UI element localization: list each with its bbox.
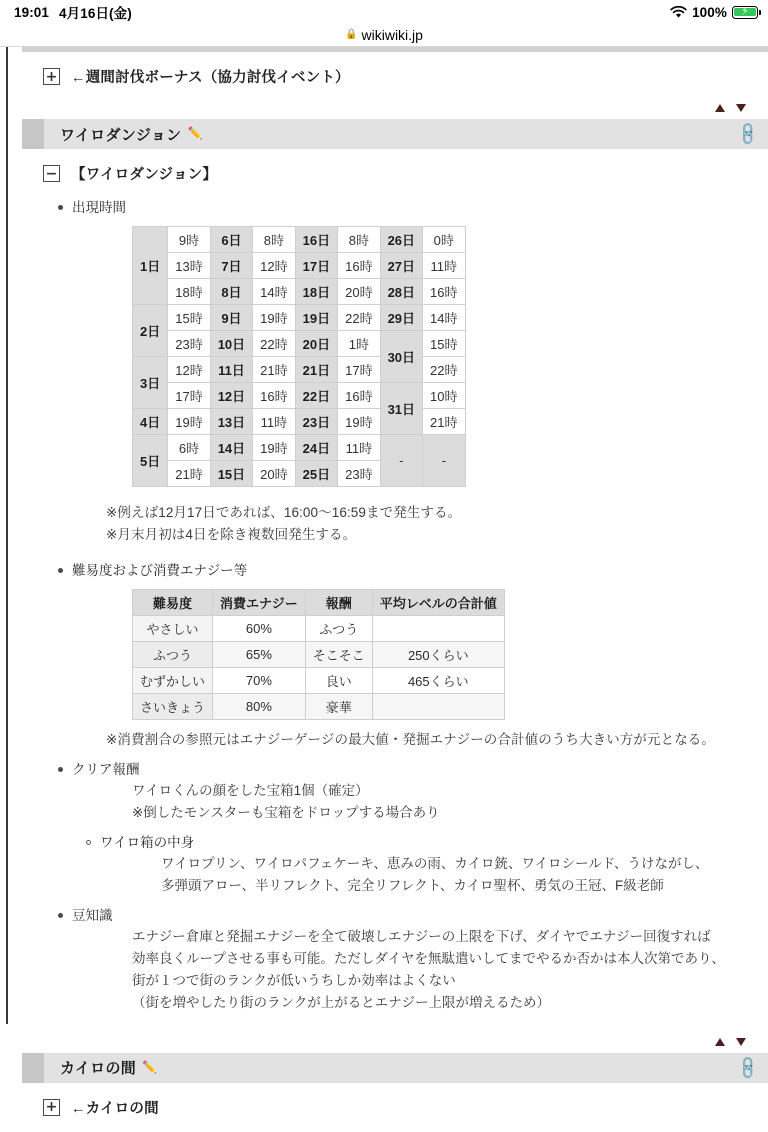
scroll-up-icon[interactable]	[715, 1038, 725, 1046]
time-note-2: ※月末月初は4日を除き複数回発生する。	[106, 527, 357, 543]
difficulty-cell: ふつう	[305, 616, 372, 642]
time-table-day-cell: 24日	[295, 435, 337, 461]
difficulty-cell: 80%	[213, 694, 306, 720]
time-table-hour-cell: 17時	[338, 357, 380, 383]
trivia-line-3: 街が１つで街のランクが低いうちしか効率はよくない	[132, 972, 456, 988]
browser-url-bar[interactable]	[0, 24, 768, 46]
time-table-hour-cell: 20時	[338, 279, 380, 305]
wifi-icon	[670, 6, 687, 19]
appearance-time-table	[132, 226, 466, 487]
time-table-hour-cell: 21時	[168, 461, 210, 487]
time-table-day-cell: 29日	[380, 305, 422, 331]
time-table-hour-cell: 11時	[423, 253, 465, 279]
difficulty-cell: 65%	[213, 642, 306, 668]
time-table-day-cell: 10日	[210, 331, 252, 357]
collapse-toggle-icon[interactable]: −	[43, 165, 60, 182]
wiki-content	[22, 52, 768, 1117]
time-table-hour-cell: 18時	[168, 279, 210, 305]
table-row	[133, 305, 466, 331]
section-header-wairo-dungeon	[22, 119, 768, 149]
time-table-hour-cell: 23時	[338, 461, 380, 487]
difficulty-cell: そこそこ	[305, 642, 372, 668]
time-table-hour-cell: 1時	[338, 331, 380, 357]
time-table-hour-cell: 8時	[338, 227, 380, 253]
difficulty-cell: 465くらい	[372, 668, 504, 694]
time-table-day-cell: 15日	[210, 461, 252, 487]
time-table-hour-cell: 23時	[168, 331, 210, 357]
time-table-day-cell: 19日	[295, 305, 337, 331]
time-table-day-cell: 20日	[295, 331, 337, 357]
section-accent-bar	[22, 1053, 44, 1083]
table-row	[133, 331, 466, 357]
table-row	[133, 383, 466, 409]
status-time: 19:01	[14, 4, 50, 20]
time-table-hour-cell: 21時	[253, 357, 295, 383]
time-table-day-cell: 21日	[295, 357, 337, 383]
time-table-hour-cell: 8時	[253, 227, 295, 253]
time-table-hour-cell: 22時	[253, 331, 295, 357]
section-title: カイロの間	[60, 1060, 137, 1078]
bullet-circle-icon	[86, 840, 91, 845]
time-table-hour-cell: 21時	[423, 409, 465, 435]
time-table-day-cell: 13日	[210, 409, 252, 435]
time-table-row-header: 2日	[133, 305, 168, 357]
difficulty-cell: 豪華	[305, 694, 372, 720]
lock-icon: 🔒	[345, 29, 358, 40]
scroll-down-icon[interactable]	[736, 1038, 746, 1046]
time-table-hour-cell: 12時	[253, 253, 295, 279]
table-row	[133, 668, 505, 694]
difficulty-cell: 70%	[213, 668, 306, 694]
difficulty-cell	[372, 616, 504, 642]
time-table-day-cell: 25日	[295, 461, 337, 487]
battery-charging-icon: ⚡	[732, 6, 758, 19]
fold-kairo-room-label[interactable]: ←カイロの間	[71, 1100, 159, 1117]
bullet-appearance-time-label: 出現時間	[72, 200, 126, 215]
scroll-up-icon[interactable]	[715, 104, 725, 112]
time-table-day-cell: 23日	[295, 409, 337, 435]
table-row	[133, 253, 466, 279]
status-bar-right	[670, 5, 758, 20]
bullet-dot-icon	[58, 913, 63, 918]
time-table-hour-cell: 14時	[253, 279, 295, 305]
time-table-hour-cell: 16時	[423, 279, 465, 305]
time-table-day-cell: 18日	[295, 279, 337, 305]
time-table-day-cell: 8日	[210, 279, 252, 305]
time-table-day-cell: 9日	[210, 305, 252, 331]
table-row	[133, 694, 505, 720]
time-table-hour-cell: -	[380, 435, 422, 487]
time-table-hour-cell: 15時	[423, 331, 465, 357]
difficulty-cell: むずかしい	[133, 668, 213, 694]
difficulty-table-body	[133, 616, 505, 720]
time-table-wrapper	[22, 226, 768, 487]
difficulty-cell	[372, 694, 504, 720]
nav-arrows-bottom[interactable]	[22, 1035, 768, 1049]
time-table-day-cell: 30日	[380, 331, 422, 383]
time-table-hour-cell: 6時	[168, 435, 210, 461]
time-table-day-cell: 11日	[210, 357, 252, 383]
time-table-day-cell: 31日	[380, 383, 422, 435]
time-table-hour-cell: 16時	[253, 383, 295, 409]
difficulty-cell: ふつう	[133, 642, 213, 668]
difficulty-header-row	[133, 590, 505, 616]
time-table-day-cell: 7日	[210, 253, 252, 279]
difficulty-cell: 60%	[213, 616, 306, 642]
time-table-hour-cell: 13時	[168, 253, 210, 279]
time-table-day-cell: 16日	[295, 227, 337, 253]
battery-percent-label: 100%	[692, 4, 727, 20]
difficulty-column-header: 報酬	[305, 590, 372, 616]
time-table-day-cell: 26日	[380, 227, 422, 253]
table-row	[133, 227, 466, 253]
time-table-day-cell: 22日	[295, 383, 337, 409]
difficulty-cell: やさしい	[133, 616, 213, 642]
difficulty-cell: 良い	[305, 668, 372, 694]
wairo-dungeon-heading[interactable]: 【ワイロダンジョン】	[71, 167, 218, 183]
url-text: wikiwiki.jp	[361, 27, 423, 43]
energy-note: ※消費割合の参照元はエナジーゲージの最大値・発掘エナジーの合計値のうち大きい方が元となる。	[106, 732, 715, 748]
time-table-row-header: 3日	[133, 357, 168, 409]
time-table-hour-cell: 10時	[423, 383, 465, 409]
bullet-clear-reward-label: クリア報酬	[72, 762, 140, 778]
time-table-hour-cell: -	[423, 435, 465, 487]
difficulty-column-header: 消費エナジー	[213, 590, 306, 616]
trivia-line-4: （街を増やしたり街のランクが上がるとエナジー上限が増えるため）	[132, 994, 550, 1010]
fold-weekly-bonus-label[interactable]: ←週間討伐ボーナス（協力討伐イベント）	[71, 70, 350, 86]
fold-kairo-room[interactable]	[22, 1083, 768, 1132]
bullet-trivia	[22, 906, 768, 926]
trivia-line-1: エナジー倉庫と発掘エナジーを全て破壊しエナジーの上限を下げ、ダイヤでエナジー回復すれば	[132, 929, 711, 945]
table-row	[133, 642, 505, 668]
fold-weekly-bonus[interactable]	[22, 52, 768, 101]
time-table-hour-cell: 11時	[338, 435, 380, 461]
section-header-kairo-room	[22, 1053, 768, 1083]
bullet-dot-icon	[58, 568, 63, 573]
time-table-day-cell: 28日	[380, 279, 422, 305]
time-table-row-header: 4日	[133, 409, 168, 435]
time-table-hour-cell: 11時	[253, 409, 295, 435]
bullet-dot-icon	[58, 767, 63, 772]
ios-status-bar	[0, 0, 768, 24]
time-table-hour-cell: 19時	[338, 409, 380, 435]
time-table-body	[133, 227, 466, 487]
scroll-down-icon[interactable]	[736, 104, 746, 112]
anchor-link-icon[interactable]: 🔗	[735, 1055, 762, 1082]
box-contents-line-2: 多弾頭アロー、半リフレクト、完全リフレクト、カイロ聖杯、勇気の王冠、F級老師	[161, 878, 664, 894]
time-table-hour-cell: 22時	[423, 357, 465, 383]
expand-toggle-icon[interactable]: +	[43, 1099, 60, 1116]
time-table-hour-cell: 19時	[253, 305, 295, 331]
time-table-day-cell: 6日	[210, 227, 252, 253]
time-table-hour-cell: 12時	[168, 357, 210, 383]
time-table-hour-cell: 19時	[168, 409, 210, 435]
bullet-trivia-label: 豆知識	[72, 908, 113, 924]
web-page-viewport	[0, 46, 768, 1117]
time-table-day-cell: 27日	[380, 253, 422, 279]
trivia-line-2: 効率良くループさせる事も可能。ただしダイヤを無駄遣いしてまでやるか否かは本人次第であり、	[132, 951, 726, 967]
section-accent-bar	[22, 119, 44, 149]
time-table-day-cell: 14日	[210, 435, 252, 461]
difficulty-table	[132, 589, 505, 720]
box-contents-line-1: ワイロプリン、ワイロパフェケーキ、恵みの雨、カイロ銃、ワイロシールド、うけながし、	[161, 856, 709, 872]
difficulty-column-header: 難易度	[133, 590, 213, 616]
time-table-hour-cell: 17時	[168, 383, 210, 409]
bullet-clear-reward	[22, 760, 768, 780]
difficulty-column-header: 平均レベルの合計値	[372, 590, 504, 616]
fold-wairo-dungeon[interactable]	[22, 149, 768, 198]
time-table-hour-cell: 14時	[423, 305, 465, 331]
page-left-edge	[6, 47, 8, 1024]
table-row	[133, 435, 466, 461]
bullet-box-contents-label: ワイロ箱の中身	[100, 835, 195, 851]
clear-reward-line-1: ワイロくんの顔をした宝箱1個（確定）	[132, 783, 369, 799]
nav-arrows-top[interactable]	[22, 101, 768, 115]
bullet-dot-icon	[58, 205, 63, 210]
time-table-row-header: 1日	[133, 227, 168, 305]
bullet-difficulty	[22, 561, 768, 581]
difficulty-table-head	[133, 590, 505, 616]
table-row	[133, 616, 505, 642]
section-title: ワイロダンジョン	[60, 126, 182, 144]
time-table-hour-cell: 0時	[423, 227, 465, 253]
time-table-hour-cell: 15時	[168, 305, 210, 331]
time-table-hour-cell: 16時	[338, 383, 380, 409]
anchor-link-icon[interactable]: 🔗	[735, 121, 762, 148]
bullet-difficulty-label: 難易度および消費エナジー等	[72, 562, 248, 578]
status-bar-left	[14, 2, 132, 22]
bullet-box-contents	[22, 833, 768, 853]
status-date: 4月16日(金)	[59, 6, 132, 21]
difficulty-cell: さいきょう	[133, 694, 213, 720]
table-row	[133, 279, 466, 305]
time-table-hour-cell: 19時	[253, 435, 295, 461]
pencil-edit-icon[interactable]: ✏️	[187, 126, 203, 140]
difficulty-cell: 250くらい	[372, 642, 504, 668]
time-note-1: ※例えば12月17日であれば、16:00〜16:59まで発生する。	[106, 505, 462, 521]
time-table-day-cell: 17日	[295, 253, 337, 279]
time-table-hour-cell: 9時	[168, 227, 210, 253]
expand-toggle-icon[interactable]: +	[43, 68, 60, 85]
time-table-hour-cell: 20時	[253, 461, 295, 487]
clear-reward-line-2: ※倒したモンスターも宝箱をドロップする場合あり	[132, 805, 440, 821]
time-table-hour-cell: 16時	[338, 253, 380, 279]
time-table-day-cell: 12日	[210, 383, 252, 409]
time-table-row-header: 5日	[133, 435, 168, 487]
difficulty-table-wrapper	[22, 589, 768, 720]
pencil-edit-icon[interactable]: ✏️	[142, 1059, 158, 1074]
bullet-appearance-time	[22, 198, 768, 218]
time-table-hour-cell: 22時	[338, 305, 380, 331]
